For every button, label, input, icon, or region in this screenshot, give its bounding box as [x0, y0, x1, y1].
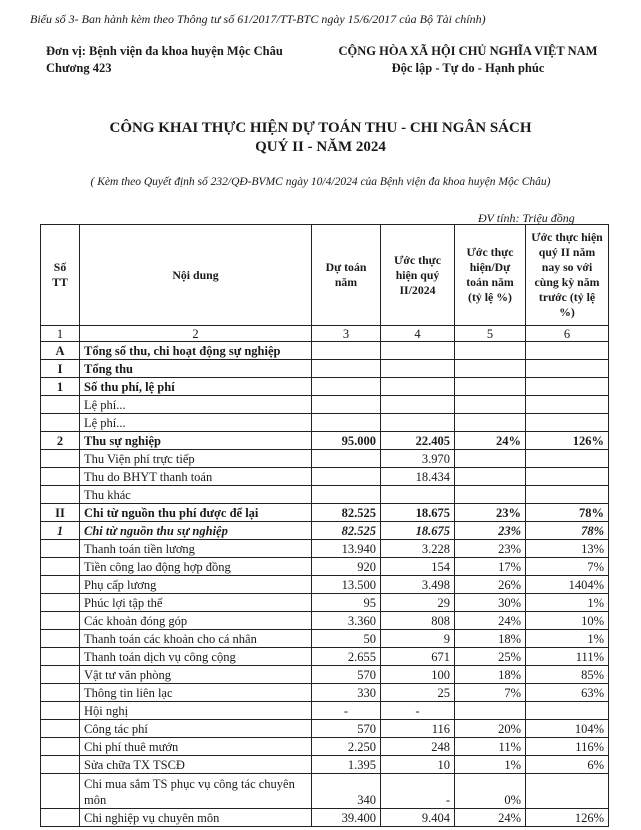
ratio-last-year-cell	[526, 342, 609, 360]
unit-block	[46, 43, 283, 77]
q2-actual-cell: 25	[381, 684, 455, 702]
column-index-row	[41, 326, 609, 342]
annual-estimate-cell: 570	[312, 720, 381, 738]
row-number-cell: I	[41, 360, 80, 378]
ratio-last-year-cell: 6%	[526, 756, 609, 774]
index-cell: 2	[80, 326, 312, 342]
annual-estimate-cell: 920	[312, 558, 381, 576]
row-content-cell: Các khoản đóng góp	[80, 612, 312, 630]
index-cell: 4	[381, 326, 455, 342]
row-number-cell	[41, 450, 80, 468]
ratio-last-year-cell	[526, 468, 609, 486]
q2-actual-cell: 9	[381, 630, 455, 648]
table-row	[41, 720, 609, 738]
table-row	[41, 342, 609, 360]
row-content-cell: Hội nghị	[80, 702, 312, 720]
table-row	[41, 396, 609, 414]
ratio-estimate-cell	[455, 378, 526, 396]
annual-estimate-cell: 82.525	[312, 504, 381, 522]
ratio-estimate-cell: 18%	[455, 666, 526, 684]
row-number-cell	[41, 576, 80, 594]
row-content-cell: Thu Viện phí trực tiếp	[80, 450, 312, 468]
ratio-last-year-cell	[526, 450, 609, 468]
row-content-cell: Tổng số thu, chi hoạt động sự nghiệp	[80, 342, 312, 360]
col-header-stt: Số TT	[41, 225, 80, 326]
row-number-cell	[41, 396, 80, 414]
q2-actual-cell	[381, 378, 455, 396]
ratio-last-year-cell: 10%	[526, 612, 609, 630]
col-header-ratio-estimate: Ước thực hiện/Dự toán năm (tỷ lệ %)	[455, 225, 526, 326]
row-number-cell: 1	[41, 522, 80, 540]
ratio-last-year-cell	[526, 396, 609, 414]
row-content-cell: Công tác phí	[80, 720, 312, 738]
chapter-code: Chương 423	[46, 61, 112, 75]
ratio-estimate-cell: 24%	[455, 612, 526, 630]
row-content-cell: Lệ phí...	[80, 414, 312, 432]
q2-actual-cell: 100	[381, 666, 455, 684]
state-motto-block	[318, 43, 618, 77]
annual-estimate-cell: 95.000	[312, 432, 381, 450]
decision-reference: ( Kèm theo Quyết định số 232/QĐ-BVMC ngày 10/4/2024 của Bệnh viện đa khoa huyện Mộc Châu)	[90, 176, 551, 188]
ratio-last-year-cell	[526, 360, 609, 378]
table-row	[41, 522, 609, 540]
row-content-cell: Chi nghiệp vụ chuyên môn	[80, 809, 312, 827]
row-number-cell	[41, 468, 80, 486]
table-row	[41, 486, 609, 504]
ratio-last-year-cell: 78%	[526, 522, 609, 540]
annual-estimate-cell: 2.655	[312, 648, 381, 666]
q2-actual-cell: 9.404	[381, 809, 455, 827]
row-content-cell: Tiền công lao động hợp đồng	[80, 558, 312, 576]
index-cell: 5	[455, 326, 526, 342]
ratio-estimate-cell	[455, 414, 526, 432]
q2-actual-cell: 671	[381, 648, 455, 666]
ratio-estimate-cell: 23%	[455, 504, 526, 522]
ratio-estimate-cell: 20%	[455, 720, 526, 738]
row-content-cell: Thông tin liên lạc	[80, 684, 312, 702]
ratio-last-year-cell: 7%	[526, 558, 609, 576]
document-subtitle: QUÝ II - NĂM 2024	[255, 139, 386, 155]
q2-actual-cell	[381, 342, 455, 360]
index-cell: 1	[41, 326, 80, 342]
table-row	[41, 558, 609, 576]
annual-estimate-cell: 82.525	[312, 522, 381, 540]
index-cell: 3	[312, 326, 381, 342]
table-row	[41, 594, 609, 612]
ratio-last-year-cell: 126%	[526, 809, 609, 827]
annual-estimate-cell	[312, 396, 381, 414]
ratio-last-year-cell	[526, 378, 609, 396]
ratio-estimate-cell	[455, 450, 526, 468]
table-row	[41, 504, 609, 522]
row-content-cell: Thu khác	[80, 486, 312, 504]
unit-of-measure: ĐV tính: Triệu đồng	[478, 211, 575, 225]
row-content-cell: Vật tư văn phòng	[80, 666, 312, 684]
ratio-estimate-cell: 18%	[455, 630, 526, 648]
q2-actual-cell	[381, 396, 455, 414]
legal-basis-note: Biểu số 3- Ban hành kèm theo Thông tư số 61/2017/TT-BTC ngày 15/6/2017 của Bộ Tài chính)	[30, 12, 486, 26]
row-number-cell: 2	[41, 432, 80, 450]
ratio-last-year-cell: 111%	[526, 648, 609, 666]
budget-table	[40, 224, 609, 827]
ratio-estimate-cell: 0%	[455, 774, 526, 809]
ratio-estimate-cell: 17%	[455, 558, 526, 576]
table-row	[41, 450, 609, 468]
row-content-cell: Phúc lợi tập thể	[80, 594, 312, 612]
ratio-last-year-cell: 1%	[526, 630, 609, 648]
row-content-cell: Lệ phí...	[80, 396, 312, 414]
ratio-last-year-cell: 1%	[526, 594, 609, 612]
annual-estimate-cell: 330	[312, 684, 381, 702]
annual-estimate-cell	[312, 378, 381, 396]
row-content-cell: Thanh toán tiền lương	[80, 540, 312, 558]
ratio-estimate-cell	[455, 468, 526, 486]
row-number-cell	[41, 630, 80, 648]
table-row	[41, 612, 609, 630]
ratio-estimate-cell: 24%	[455, 432, 526, 450]
q2-actual-cell: -	[381, 774, 455, 809]
row-content-cell: Thanh toán dịch vụ công cộng	[80, 648, 312, 666]
row-number-cell	[41, 540, 80, 558]
row-number-cell	[41, 809, 80, 827]
col-header-q2-actual: Ước thực hiện quý II/2024	[381, 225, 455, 326]
ratio-last-year-cell: 116%	[526, 738, 609, 756]
col-header-content: Nội dung	[80, 225, 312, 326]
ratio-estimate-cell	[455, 342, 526, 360]
table-row	[41, 774, 609, 809]
row-number-cell	[41, 666, 80, 684]
q2-actual-cell: 22.405	[381, 432, 455, 450]
annual-estimate-cell	[312, 486, 381, 504]
ratio-estimate-cell: 7%	[455, 684, 526, 702]
annual-estimate-cell: 13.500	[312, 576, 381, 594]
ratio-last-year-cell: 126%	[526, 432, 609, 450]
q2-actual-cell: 29	[381, 594, 455, 612]
table-row	[41, 738, 609, 756]
annual-estimate-cell: 39.400	[312, 809, 381, 827]
ratio-last-year-cell	[526, 702, 609, 720]
table-row	[41, 684, 609, 702]
row-content-cell: Chi phí thuê mướn	[80, 738, 312, 756]
row-number-cell	[41, 594, 80, 612]
ratio-estimate-cell: 30%	[455, 594, 526, 612]
q2-actual-cell: 248	[381, 738, 455, 756]
table-row	[41, 630, 609, 648]
row-content-cell: Số thu phí, lệ phí	[80, 378, 312, 396]
q2-actual-cell	[381, 414, 455, 432]
row-content-cell: Chi từ nguồn thu sự nghiệp	[80, 522, 312, 540]
row-number-cell: 1	[41, 378, 80, 396]
row-content-cell: Thu sự nghiệp	[80, 432, 312, 450]
q2-actual-cell: 3.228	[381, 540, 455, 558]
table-header-row	[41, 225, 609, 326]
ratio-last-year-cell	[526, 414, 609, 432]
row-number-cell	[41, 720, 80, 738]
q2-actual-cell	[381, 360, 455, 378]
ratio-last-year-cell: 1404%	[526, 576, 609, 594]
annual-estimate-cell	[312, 342, 381, 360]
annual-estimate-cell	[312, 468, 381, 486]
col-header-annual-estimate: Dự toán năm	[312, 225, 381, 326]
annual-estimate-cell: 340	[312, 774, 381, 809]
row-content-cell: Phụ cấp lương	[80, 576, 312, 594]
table-row	[41, 360, 609, 378]
ratio-last-year-cell: 78%	[526, 504, 609, 522]
row-number-cell	[41, 648, 80, 666]
annual-estimate-cell	[312, 414, 381, 432]
table-row	[41, 414, 609, 432]
row-number-cell	[41, 738, 80, 756]
row-content-cell: Thu do BHYT thanh toán	[80, 468, 312, 486]
annual-estimate-cell: 13.940	[312, 540, 381, 558]
ratio-last-year-cell: 63%	[526, 684, 609, 702]
ratio-last-year-cell: 85%	[526, 666, 609, 684]
row-number-cell	[41, 558, 80, 576]
ratio-estimate-cell	[455, 486, 526, 504]
ratio-estimate-cell	[455, 360, 526, 378]
document-title: CÔNG KHAI THỰC HIỆN DỰ TOÁN THU - CHI NGÂN SÁCH	[109, 120, 532, 136]
ratio-estimate-cell: 24%	[455, 809, 526, 827]
table-row	[41, 756, 609, 774]
table-row	[41, 432, 609, 450]
ratio-estimate-cell: 25%	[455, 648, 526, 666]
motto: Độc lập - Tự do - Hạnh phúc	[391, 61, 545, 75]
unit-name: Đơn vị: Bệnh viện đa khoa huyện Mộc Châu	[46, 44, 283, 58]
q2-actual-cell: 808	[381, 612, 455, 630]
ratio-estimate-cell: 23%	[455, 522, 526, 540]
annual-estimate-cell	[312, 360, 381, 378]
table-row	[41, 378, 609, 396]
annual-estimate-cell: 570	[312, 666, 381, 684]
row-number-cell: A	[41, 342, 80, 360]
ratio-last-year-cell: 104%	[526, 720, 609, 738]
row-content-cell: Chi từ nguồn thu phí được để lại	[80, 504, 312, 522]
col-header-ratio-last-year: Ước thực hiện quý II năm nay so với cùng kỳ năm trước (tỷ lệ %)	[526, 225, 609, 326]
table-row	[41, 809, 609, 827]
annual-estimate-cell	[312, 450, 381, 468]
ratio-last-year-cell	[526, 486, 609, 504]
ratio-estimate-cell: 23%	[455, 540, 526, 558]
annual-estimate-cell: -	[312, 702, 381, 720]
table-row	[41, 666, 609, 684]
ratio-estimate-cell: 11%	[455, 738, 526, 756]
q2-actual-cell: 18.675	[381, 522, 455, 540]
row-number-cell	[41, 486, 80, 504]
row-number-cell	[41, 612, 80, 630]
table-row	[41, 576, 609, 594]
row-content-cell: Sửa chữa TX TSCĐ	[80, 756, 312, 774]
table-row	[41, 702, 609, 720]
q2-actual-cell: 116	[381, 720, 455, 738]
row-number-cell	[41, 774, 80, 809]
ratio-estimate-cell	[455, 396, 526, 414]
row-number-cell	[41, 702, 80, 720]
q2-actual-cell: -	[381, 702, 455, 720]
index-cell: 6	[526, 326, 609, 342]
ratio-estimate-cell: 26%	[455, 576, 526, 594]
table-row	[41, 648, 609, 666]
ratio-last-year-cell: 13%	[526, 540, 609, 558]
annual-estimate-cell: 3.360	[312, 612, 381, 630]
row-number-cell	[41, 684, 80, 702]
q2-actual-cell	[381, 486, 455, 504]
row-content-cell: Chi mua sắm TS phục vụ công tác chuyên môn	[80, 774, 312, 809]
table-row	[41, 540, 609, 558]
row-content-cell: Tổng thu	[80, 360, 312, 378]
q2-actual-cell: 3.970	[381, 450, 455, 468]
ratio-last-year-cell	[526, 774, 609, 809]
row-number-cell	[41, 414, 80, 432]
annual-estimate-cell: 1.395	[312, 756, 381, 774]
q2-actual-cell: 18.675	[381, 504, 455, 522]
annual-estimate-cell: 2.250	[312, 738, 381, 756]
country-name: CỘNG HÒA XÃ HỘI CHỦ NGHĨA VIỆT NAM	[338, 44, 598, 58]
table-row	[41, 468, 609, 486]
q2-actual-cell: 18.434	[381, 468, 455, 486]
row-number-cell: II	[41, 504, 80, 522]
ratio-estimate-cell	[455, 702, 526, 720]
ratio-estimate-cell: 1%	[455, 756, 526, 774]
q2-actual-cell: 154	[381, 558, 455, 576]
annual-estimate-cell: 95	[312, 594, 381, 612]
q2-actual-cell: 10	[381, 756, 455, 774]
q2-actual-cell: 3.498	[381, 576, 455, 594]
annual-estimate-cell: 50	[312, 630, 381, 648]
row-number-cell	[41, 756, 80, 774]
row-content-cell: Thanh toán các khoản cho cá nhân	[80, 630, 312, 648]
